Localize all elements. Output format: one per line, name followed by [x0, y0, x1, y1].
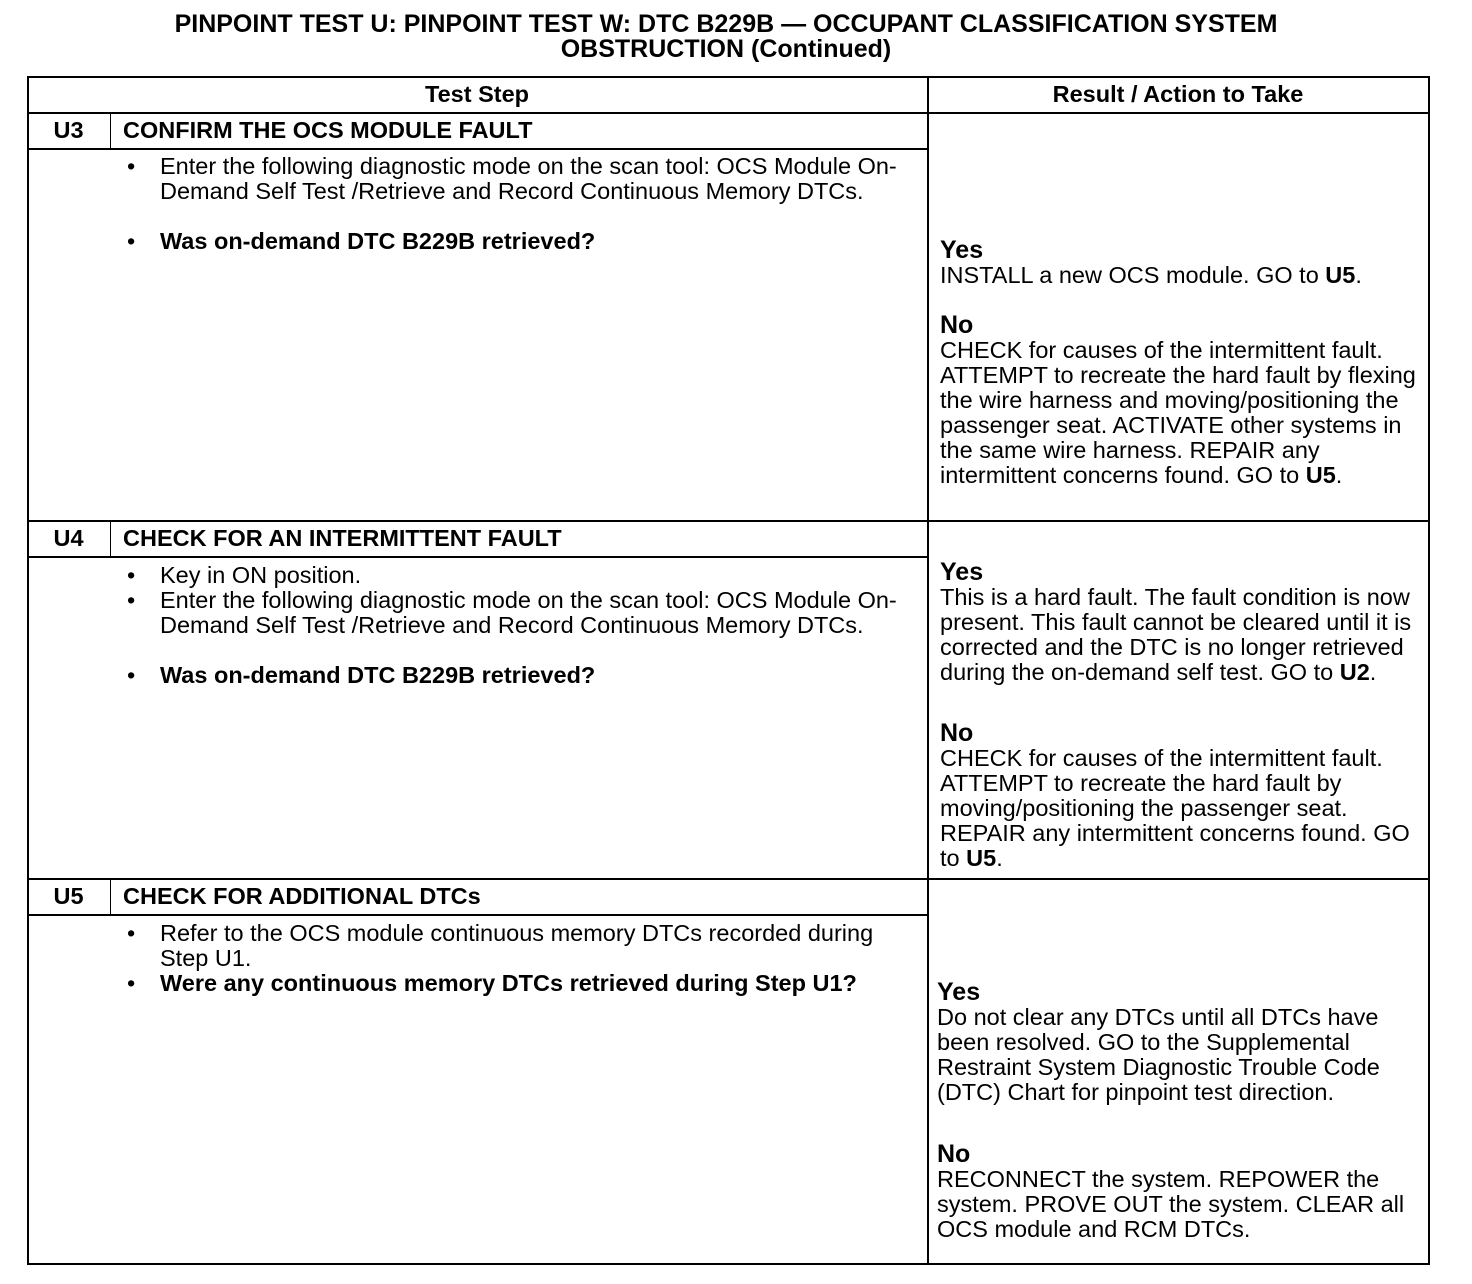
step-id: U3: [53, 117, 84, 143]
row-divider: [27, 148, 928, 150]
column-divider: [927, 76, 929, 1263]
result-yes: Yes This is a hard fault. The fault condition is now present. This fault cannot be cleared until it is corrected and the DTC is no longer retrieved during the on-demand self test. GO to U2.: [940, 560, 1428, 685]
step-heading: CHECK FOR AN INTERMITTENT FAULT: [123, 525, 562, 551]
goto-link: U5: [966, 845, 997, 871]
step-id: U5: [53, 883, 84, 909]
row-divider: [27, 556, 928, 558]
step-instruction: Enter the following diagnostic mode on the scan tool: OCS Module On-Demand Self Test /Retrieve and Record Continuous Memory DTCs.: [160, 153, 897, 204]
bullet-icon: •: [127, 587, 136, 613]
bullet-icon: •: [127, 662, 136, 688]
no-label: No: [940, 719, 974, 747]
goto-link: U5: [1325, 262, 1356, 288]
result-no: No CHECK for causes of the intermittent fault. ATTEMPT to recreate the hard fault by moving/positioning the passenger seat. REPAIR any intermittent concerns found. GO to U5.: [940, 721, 1428, 871]
yes-label: Yes: [940, 558, 984, 586]
yes-text: INSTALL a new OCS module. GO to: [940, 262, 1326, 288]
result-yes: [937, 980, 1425, 1105]
title-line-1: PINPOINT TEST U: PINPOINT TEST W: DTC B229B — OCCUPANT CLASSIFICATION SYSTEM: [174, 10, 1278, 38]
yes-text: This is a hard fault. The fault condition is now present. This fault cannot be cleared until it is corrected and the DTC is no longer retrieved during the on-demand self test. GO to: [940, 584, 1412, 685]
step-heading: CONFIRM THE OCS MODULE FAULT: [123, 117, 533, 143]
bullet-icon: •: [127, 920, 136, 946]
yes-text: Do not clear any DTCs until all DTCs have been resolved. GO to the Supplemental Restraint System Diagnostic Trouble Code (DTC) Chart for pinpoint test direction.: [937, 1004, 1380, 1105]
step-heading: CHECK FOR ADDITIONAL DTCs: [123, 883, 481, 909]
header-test-step: Test Step: [424, 81, 530, 107]
step-question: Were any continuous memory DTCs retrieved during Step U1?: [160, 970, 857, 996]
no-label: No: [937, 1140, 971, 1168]
bullet-icon: •: [127, 153, 136, 179]
bullet-icon: •: [127, 228, 136, 254]
title-line-2: OBSTRUCTION (Continued): [560, 35, 892, 63]
step-instruction: Key in ON position.: [160, 562, 362, 588]
row-divider: [27, 914, 928, 916]
no-text: CHECK for causes of the intermittent fault. ATTEMPT to recreate the hard fault by moving/positioning the passenger seat. REPAIR any intermittent concerns found. GO to: [940, 745, 1410, 871]
id-divider: [110, 521, 111, 557]
no-label: No: [940, 311, 974, 339]
bullet-icon: •: [127, 970, 136, 996]
result-no: No CHECK for causes of the intermittent fault. ATTEMPT to recreate the hard fault by flexing the wire harness and moving/positioning the passenger seat. ACTIVATE other systems in the same wire harness. REPAIR any intermittent concerns found. GO to U5.: [940, 313, 1428, 488]
header-divider: [27, 112, 1428, 114]
yes-label: Yes: [937, 978, 981, 1006]
no-text: RECONNECT the system. REPOWER the system. PROVE OUT the system. CLEAR all OCS module and RCM DTCs.: [937, 1166, 1405, 1242]
yes-label: Yes: [940, 236, 984, 264]
goto-link: U5: [1305, 462, 1336, 488]
step-instruction: Enter the following diagnostic mode on the scan tool: OCS Module On-Demand Self Test /Retrieve and Record Continuous Memory DTCs.: [160, 587, 897, 638]
row-divider: [27, 878, 1428, 880]
header-result: Result / Action to Take: [1052, 81, 1304, 107]
result-no: [937, 1142, 1425, 1242]
step-id: U4: [53, 525, 84, 551]
goto-link: U2: [1339, 659, 1370, 685]
id-divider: [110, 879, 111, 915]
step-question: Was on-demand DTC B229B retrieved?: [160, 228, 596, 254]
result-yes: Yes INSTALL a new OCS module. GO to U5.: [940, 238, 1428, 288]
id-divider: [110, 113, 111, 149]
bullet-icon: •: [127, 562, 136, 588]
row-divider: [27, 520, 1428, 522]
page-title: [0, 12, 1452, 62]
step-instruction: Refer to the OCS module continuous memory DTCs recorded during Step U1.: [160, 920, 874, 971]
step-question: Was on-demand DTC B229B retrieved?: [160, 662, 596, 688]
no-text: CHECK for causes of the intermittent fault. ATTEMPT to recreate the hard fault by flexing the wire harness and moving/positioning the passenger seat. ACTIVATE other systems in the same wire harness. REPAIR any intermittent concerns found. GO to: [940, 337, 1416, 488]
